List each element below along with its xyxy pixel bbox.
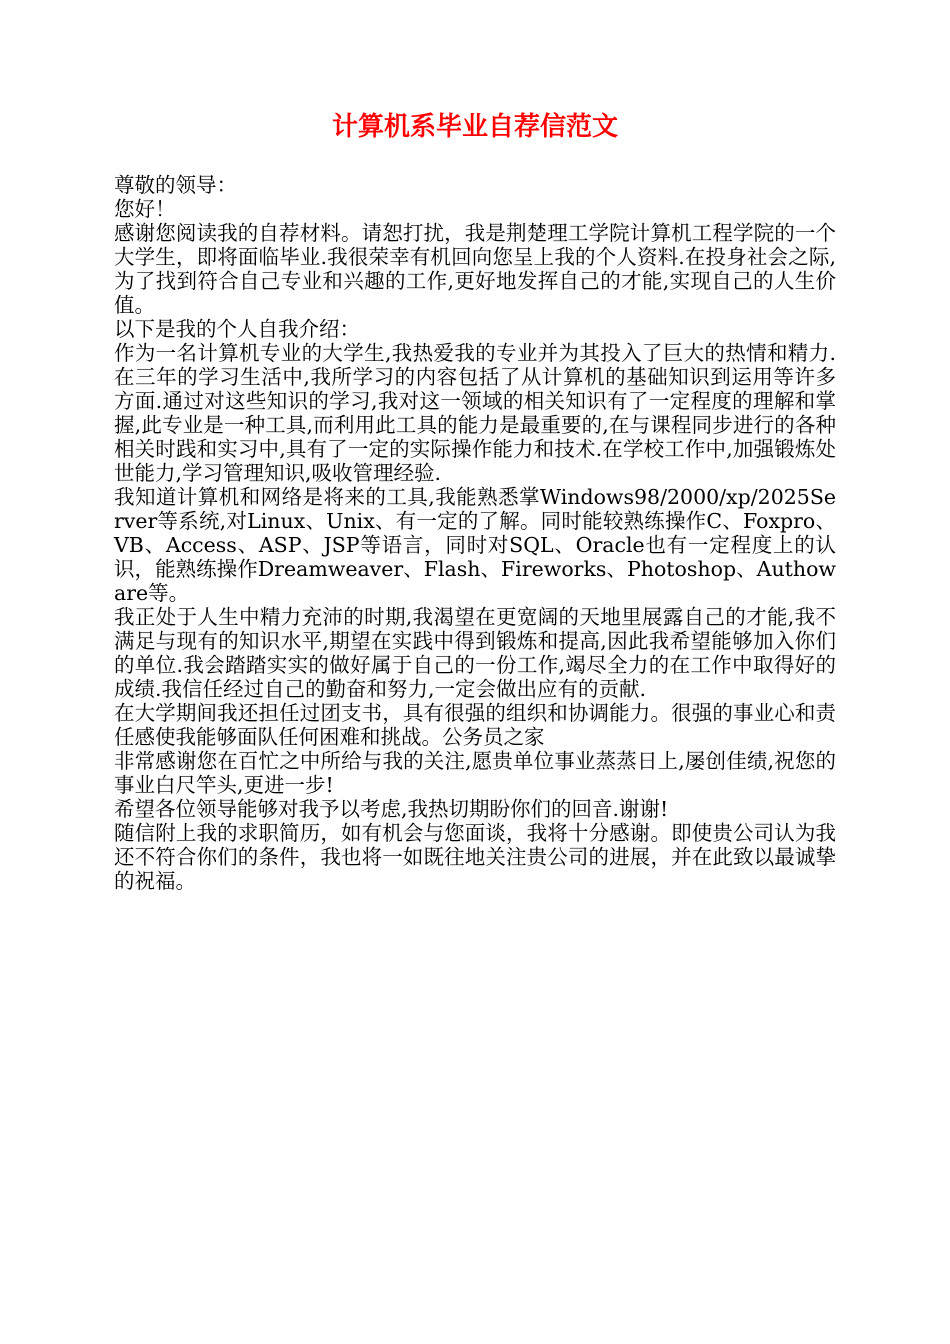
body-paragraph: 我知道计算机和网络是将来的工具,我能熟悉掌Windows98/2000/xp/2025Server等系统,对Linux、Unix、有一定的了解。同时能较熟练操作C、Foxpro、VB、Access、ASP、JSP等语言，同时对SQL、Oracle也有一定程度上的认识，能熟练操作Dreamweaver、Flash、Fireworks、Photoshop、Authoware等。 [114, 485, 836, 605]
document-title: 计算机系毕业自荐信范文 [331, 112, 618, 142]
body-paragraph: 作为一名计算机专业的大学生,我热爱我的专业并为其投入了巨大的热情和精力.在三年的学习生活中,我所学习的内容包括了从计算机的基础知识到运用等许多方面.通过对这些知识的学习,我对这一领域的相关知识有了一定程度的理解和掌握,此专业是一种工具,而利用此工具的能力是最重要的,在与课程同步进行的各种相关时践和实习中,具有了一定的实际操作能力和技术.在学校工作中,加强锻炼处世能力,学习管理知识,吸收管理经验. [114, 341, 836, 485]
greeting: 您好！ [114, 197, 176, 221]
closing-paragraph: 随信附上我的求职简历，如有机会与您面谈，我将十分感谢。即使贵公司认为我还不符合你们的条件，我也将一如既往地关注贵公司的进展，并在此致以最诚挚的祝福。 [114, 821, 836, 893]
body-paragraph: 在大学期间我还担任过团支书，具有很强的组织和协调能力。很强的事业心和责任感使我能够面队任何困难和挑战。公务员之家 [114, 701, 836, 749]
body-paragraph: 感谢您阅读我的自荐材料。请恕打扰，我是荆楚理工学院计算机工程学院的一个大学生，即将面临毕业.我很荣幸有机回向您呈上我的个人资料.在投身社会之际,为了找到符合自己专业和兴趣的工作,更好地发挥自己的才能,实现自己的人生价值。 [114, 221, 836, 317]
body-paragraph: 希望各位领导能够对我予以考虑,我热切期盼你们的回音.谢谢! [114, 797, 669, 821]
document-body [114, 173, 836, 893]
salutation: 尊敬的领导： [114, 173, 237, 197]
body-paragraph: 我正处于人生中精力充沛的时期,我渴望在更宽阔的天地里展露自己的才能,我不满足与现有的知识水平,期望在实践中得到锻炼和提高,因此我希望能够加入你们的单位.我会踏踏实实的做好属于自己的一份工作,竭尽全力的在工作中取得好的成绩.我信任经过自己的勤奋和努力,一定会做出应有的贡献. [114, 605, 836, 701]
body-paragraph: 非常感谢您在百忙之中所给与我的关注,愿贵单位事业蒸蒸日上,屡创佳绩,祝您的事业白尺竿头,更进一步! [114, 749, 836, 797]
body-paragraph: 以下是我的个人自我介绍： [114, 317, 360, 341]
